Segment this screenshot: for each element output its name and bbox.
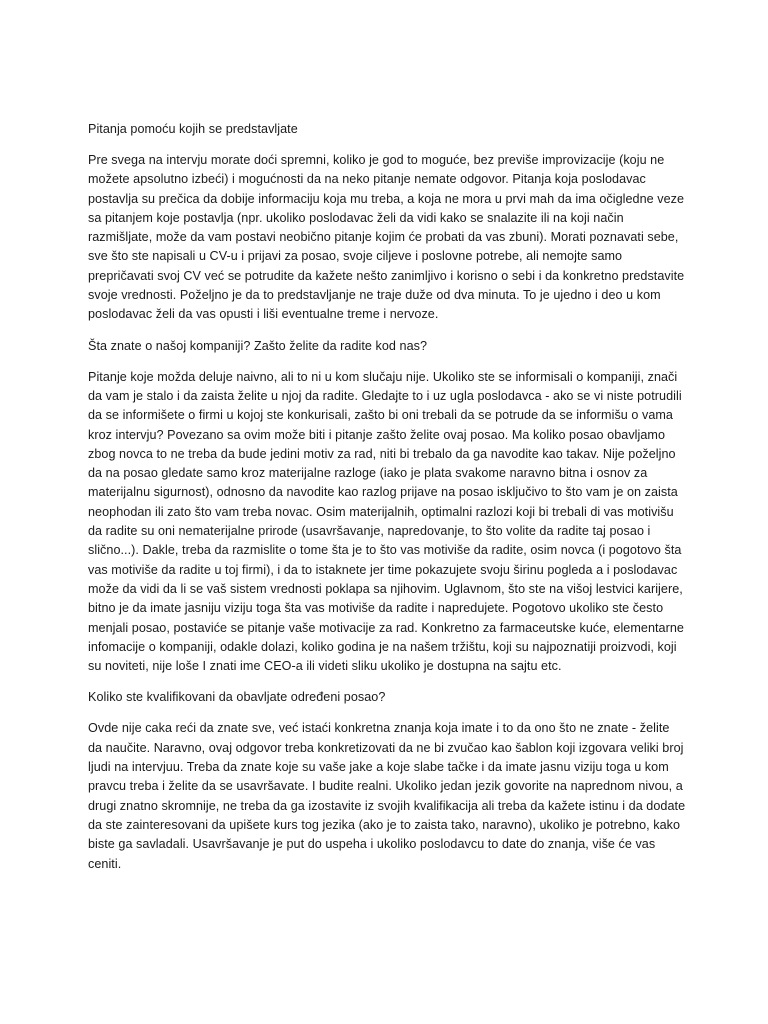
document-page (88, 119, 686, 885)
question-heading-qualifications: Koliko ste kvalifikovani da obavljate određeni posao? (88, 690, 386, 705)
intro-paragraph: Pre svega na intervju morate doći spremni, koliko je god to moguće, bez previše improvizacije (koju ne možete apsolutno izbeći) i mogućnosti da na neko pitanje nemate odgovor. Pitanja koja poslodavac postavlja su prečica da dobije informaciju koja mu treba, a koja ne mora u prvi mah da ima očigledne veze sa pitanjem koje postavlja (npr. ukoliko poslodavac želi da vidi kako se snalazite ili na koji način razmišljate, može da vam postavi neobično pitanje kojim će probati da vas zbuni). Morati poznavati sebe, sve što ste napisali u CV-u i prijavi za posao, svoje ciljeve i poslovne potrebe, ali nemojte samo prepričavati svoj CV već se potrudite da kažete nešto zanimljivo i korisno o sebi i da konkretno predstavite svoje vrednosti. Poželjno je da to predstavljanje ne traje duže od dva minuta. To je ujedno i deo u kom poslodavac želi da vas opusti i liši eventualne treme i nervoze. (88, 153, 685, 322)
section-title: Pitanja pomoću kojih se predstavljate (88, 122, 298, 136)
answer-paragraph-company: Pitanje koje možda deluje naivno, ali to ni u kom slučaju nije. Ukoliko ste se informisali o kompaniji, znači da vam je stalo i da zaista želite u njoj da radite. Gledajte to i uz ugla poslodavca - ako se vi niste potrudili da se informišete o firmi u kojoj ste konkurisali, zašto bi oni trebali da se potrude da se informišu o vama kroz intervju? Povezano sa ovim može biti i pitanje zašto želite ovaj posao. Ma koliko posao obavljamo zbog novca to ne treba da bude jedini motiv za rad, niti bi trebalo da ga navodite kao takav. Nije poželjno da na posao gledate samo kroz materijalne razloge (iako je plata svakome naravno bitna i osnov za materijalnu sigurnost), odnosno da navodite kao razlog prijave na posao isključivo to što vam je on zaista neophodan ili zato što vam treba novac. Osim materijalnih, optimalni razlozi koji bi trebali di vas motivišu da radite su oni nematerijalne prirode (usavršavanje, napredovanje, to što volite da radite taj posao i slično...). Dakle, treba da razmislite o tome šta je to što vas motiviše da radite, osim novca (i pogotovo šta vas motiviše da radite u toj firmi), i da to istaknete jer time pokazujete svoju širinu pogleda a i poslodavac može da vidi da li se vaš sistem vrednosti poklapa sa njihovim. Uglavnom, što ste na višoj lestvici karijere, bitno je da imate jasniju viziju toga šta vas motiviše da radite i napredujete. Pogotovo ukoliko ste često menjali posao, postaviće se pitanje vaše motivacije za rad. Konkretno za farmaceutske kuće, elementarne infomacije o kompaniji, odakle dolazi, koliko godina je na našem tržištu, koji su najpoznatiji proizvodi, koji su noviteti, nije loše I znati ime CEO-a ili videti sliku ukoliko je dostupna na sajtu etc. (88, 369, 684, 674)
answer-paragraph-qualifications: Ovde nije caka reći da znate sve, već istaći konkretna znanja koja imate i to da ono što ne znate - želite da naučite. Naravno, ovaj odgovor treba konkretizovati da ne bi zvučao kao šablon koji izgovara veliki broj ljudi na intervjuu. Treba da znate koje su vaše jake a koje slabe tačke i da imate jasnu viziju toga u kom pravcu treba i želite da se usavršavate. I budite realni. Ukoliko jedan jezik govorite na naprednom nivou, a drugi znatno skromnije, ne treba da ga izostavite iz svojih kvalifikacija ali treba da kažete istinu i da dodate da ste zainteresovani da upišete kurs tog jezika (ako je to zaista tako, naravno), ukoliko je potrebno, kako biste ga savladali. Usavršavanje je put do uspeha i ukoliko poslodavcu to date do znanja, više će vas ceniti. (88, 721, 686, 871)
question-heading-company: Šta znate o našoj kompaniji? Zašto želite da radite kod nas? (88, 338, 428, 353)
